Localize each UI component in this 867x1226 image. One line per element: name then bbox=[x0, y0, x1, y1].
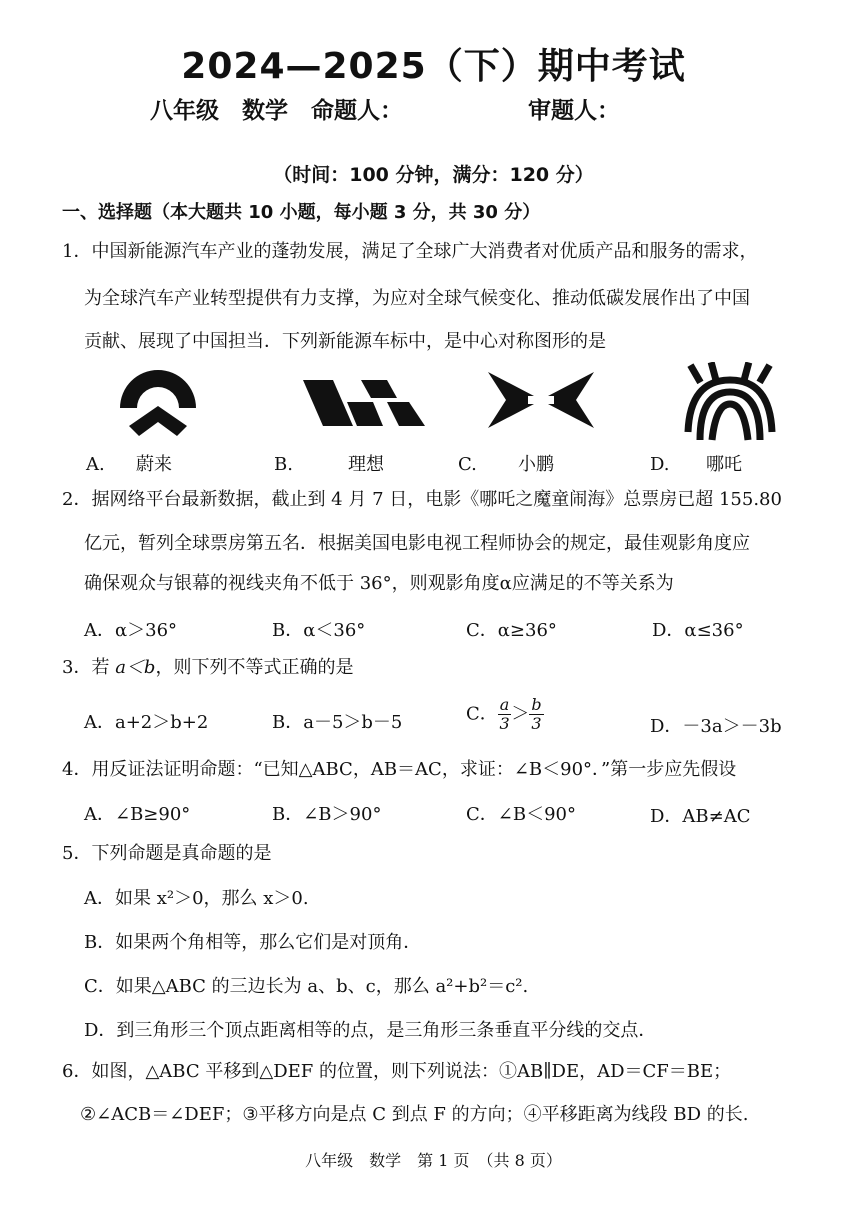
q4-option-a: A．∠B≥90° bbox=[84, 804, 191, 825]
q3-stem-post: ，则下列不等式正确的是 bbox=[155, 657, 354, 678]
q4-option-d: D．AB≠AC bbox=[650, 806, 751, 827]
q1-line1: 1．中国新能源汽车产业的蓬勃发展，满足了全球广大消费者对优质产品和服务的需求， bbox=[62, 241, 758, 262]
q3-option-c bbox=[466, 696, 544, 733]
q4-stem: 4．用反证法证明命题：“已知△ABC，AB＝AC，求证：∠B＜90°．”第一步应先假设 bbox=[62, 759, 737, 780]
xpeng-logo-icon bbox=[486, 370, 596, 430]
q3-option-c-letter: C． bbox=[466, 703, 498, 725]
q5-option-c: C．如果△ABC 的三边长为 a、b、c，那么 a²+b²＝c². bbox=[84, 976, 529, 997]
q5-option-d: D．到三角形三个顶点距离相等的点，是三角形三条垂直平分线的交点． bbox=[84, 1020, 657, 1041]
q4-option-c: C．∠B＜90° bbox=[466, 804, 576, 825]
q5-stem: 5．下列命题是真命题的是 bbox=[62, 843, 272, 864]
q1-option-d-letter: D. bbox=[650, 454, 670, 475]
exam-title: 2024—2025（下）期中考试 bbox=[181, 46, 686, 87]
q3-option-b: B．a－5＞b－5 bbox=[272, 712, 403, 733]
q3-option-a: A．a+2＞b+2 bbox=[84, 712, 209, 733]
q6-line1: 6．如图，△ABC 平移到△DEF 的位置，则下列说法：①AB∥DE，AD＝CF＝BE； bbox=[62, 1061, 732, 1082]
q2-line3: 确保观众与银幕的视线夹角不低于 36°，则观影角度α应满足的不等关系为 bbox=[84, 573, 674, 594]
q3-stem-pre: 3．若 bbox=[62, 657, 116, 678]
q2-line1: 2．据网络平台最新数据，截止到 4 月 7 日，电影《哪吒之魔童闹海》总票房已超 155.80 bbox=[62, 489, 782, 510]
q3-fraction-a: $\frac{a}{3}$ bbox=[499, 695, 510, 733]
q1-line2: 为全球汽车产业转型提供有力支撑，为应对全球气候变化、推动低碳发展作出了中国 bbox=[84, 288, 750, 309]
q6-line2: ②∠ACB＝∠DEF；③平移方向是点 C 到点 F 的方向；④平移距离为线段 BD 的长. bbox=[80, 1104, 749, 1125]
li-auto-logo-icon bbox=[303, 378, 427, 428]
q2-option-b: B．α＜36° bbox=[272, 620, 366, 641]
q5-option-a: A．如果 x²＞0，那么 x＞0. bbox=[84, 888, 309, 909]
time-score-info: （时间：100 分钟，满分：120 分） bbox=[273, 164, 594, 186]
q1-option-d-name: 哪吒 bbox=[706, 454, 742, 475]
reviewer-label: 审题人： bbox=[528, 98, 620, 124]
q1-option-c-name: 小鹏 bbox=[518, 454, 554, 475]
section-heading: 一、选择题（本大题共 10 小题，每小题 3 分，共 30 分） bbox=[62, 202, 541, 223]
q3-stem-math: a＜b bbox=[115, 657, 156, 678]
neta-logo-icon bbox=[680, 362, 780, 442]
q3-fraction-b: $\frac{b}{3}$ bbox=[531, 695, 542, 733]
q2-option-d: D．α≤36° bbox=[652, 620, 744, 641]
q1-option-a-name: 蔚来 bbox=[136, 454, 172, 475]
q1-line3: 贡献、展现了中国担当．下列新能源车标中，是中心对称图形的是 bbox=[84, 331, 606, 352]
q3-option-c-relation: ＞ bbox=[511, 703, 530, 725]
q2-line2: 亿元，暂列全球票房第五名．根据美国电影电视工程师协会的规定，最佳观影角度应 bbox=[84, 533, 750, 554]
nio-logo-icon bbox=[115, 368, 201, 440]
q5-option-b: B．如果两个角相等，那么它们是对顶角． bbox=[84, 932, 422, 953]
q1-option-a-letter: A. bbox=[86, 454, 105, 475]
q3-stem bbox=[62, 656, 353, 680]
q1-option-b-letter: B. bbox=[274, 454, 293, 475]
page-footer: 八年级 数学 第 1 页 （共 8 页） bbox=[305, 1151, 562, 1170]
q4-option-b: B．∠B＞90° bbox=[272, 804, 382, 825]
q3-option-d: D．－3a＞－3b bbox=[650, 716, 782, 737]
grade-subject-author: 八年级 数学 命题人： bbox=[150, 98, 403, 124]
q1-option-c-letter: C. bbox=[458, 454, 477, 475]
q2-option-c: C．α≥36° bbox=[466, 620, 557, 641]
q1-option-b-name: 理想 bbox=[348, 454, 384, 475]
q2-option-a: A．α＞36° bbox=[84, 620, 178, 641]
